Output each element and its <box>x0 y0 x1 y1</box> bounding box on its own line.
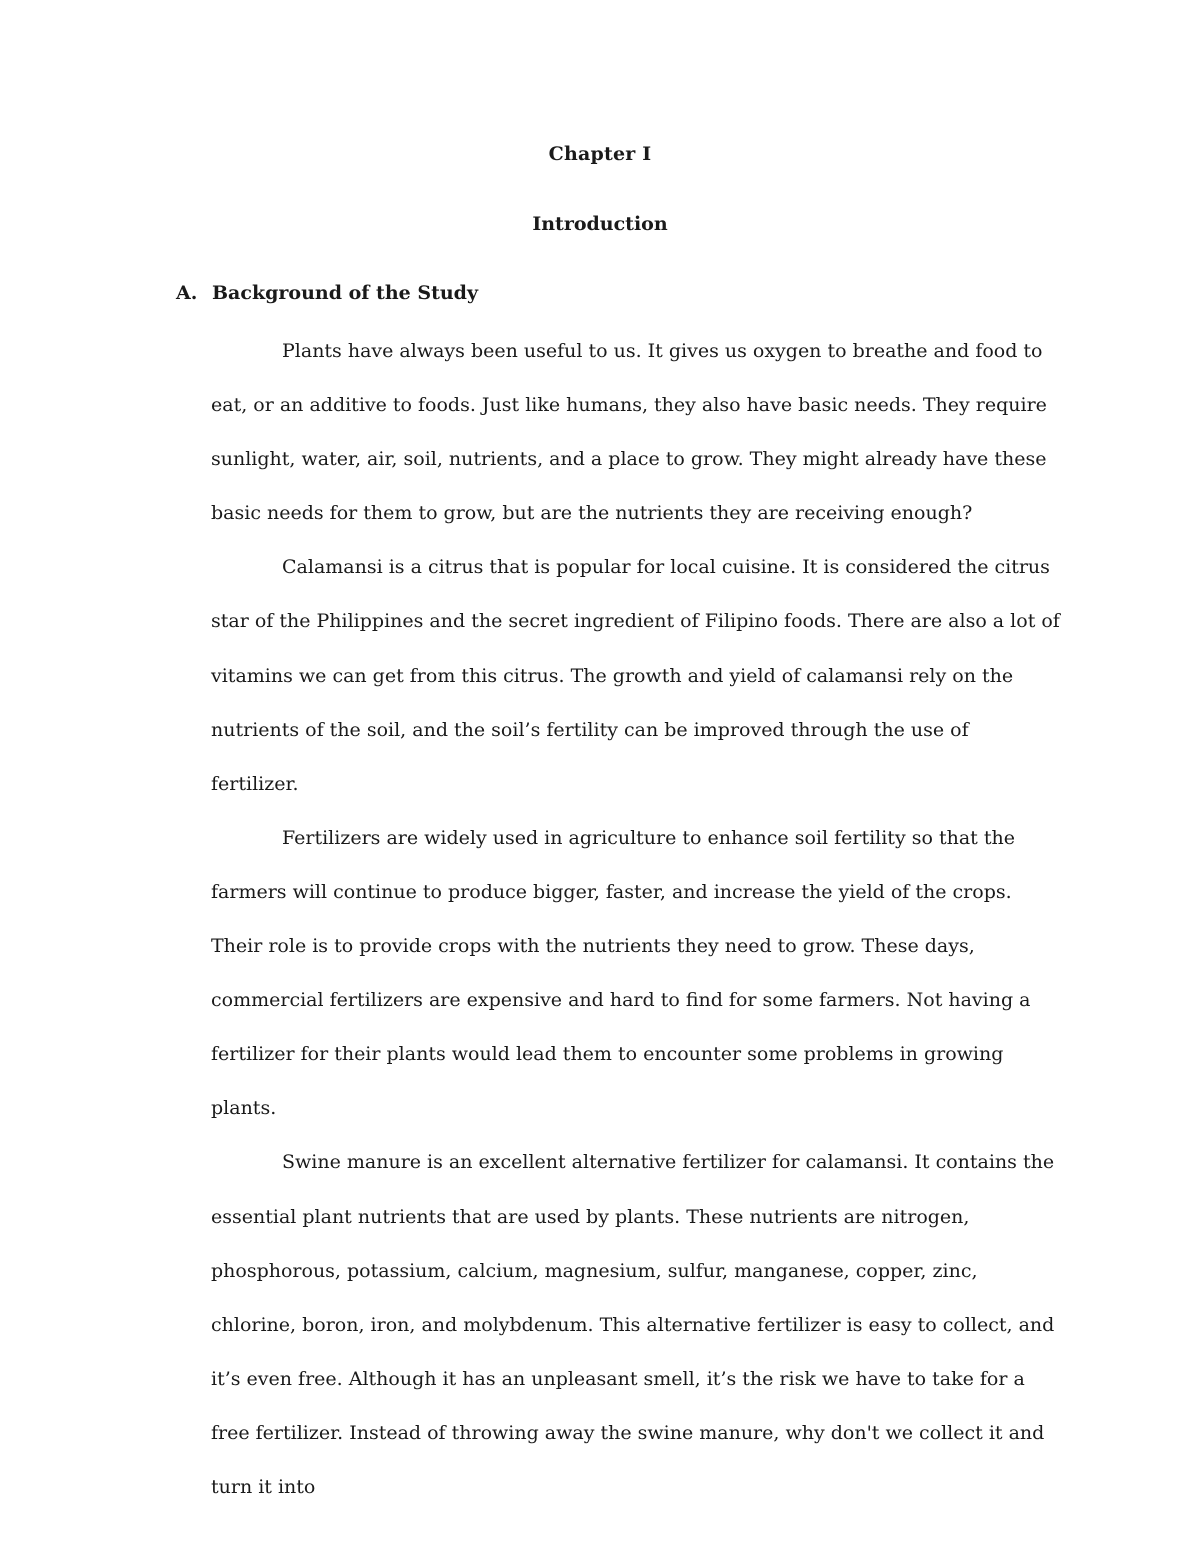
paragraph: Swine manure is an excellent alternative fertilizer for calamansi. It contains the essential plant nutrients that are used by plants. These nutrients are nitrogen, phosphorous, potassium, calcium, magnesium, sulfur, manganese, copper, zinc, chlorine, boron, iron, and molybdenum. This alternative fertilizer is easy to collect, and it’s even free. Although it has an unpleasant smell, it’s the risk we have to take for a free fertilizer. Instead of throwing away the swine manure, why don't we collect it and turn it into <box>211 1151 1055 1498</box>
body-text <box>211 324 1061 1514</box>
subsection-letter: A. <box>176 282 198 304</box>
paragraph: Calamansi is a citrus that is popular for local cuisine. It is considered the citrus star of the Philippines and the secret ingredient of Filipino foods. There are also a lot of vitamins we can get from this citrus. The growth and yield of calamansi rely on the nutrients of the soil, and the soil’s fertility can be improved through the use of fertilizer. <box>211 556 1060 795</box>
subsection-heading <box>176 282 478 304</box>
paragraph: Fertilizers are widely used in agriculture to enhance soil fertility so that the farmers will continue to produce bigger, faster, and increase the yield of the crops. Their role is to provide crops with the nutrients they need to grow. These days, commercial fertilizers are expensive and hard to find for some farmers. Not having a fertilizer for their plants would lead them to encounter some problems in growing plants. <box>211 826 1031 1120</box>
paragraph: Plants have always been useful to us. It gives us oxygen to breathe and food to eat, or an additive to foods. Just like humans, they also have basic needs. They require sunlight, water, air, soil, nutrients, and a place to grow. They might already have these basic needs for them to grow, but are the nutrients they are receiving enough? <box>211 340 1047 525</box>
section-title: Introduction <box>532 213 668 235</box>
subsection-title: Background of the Study <box>212 282 478 304</box>
chapter-title: Chapter I <box>548 143 652 165</box>
